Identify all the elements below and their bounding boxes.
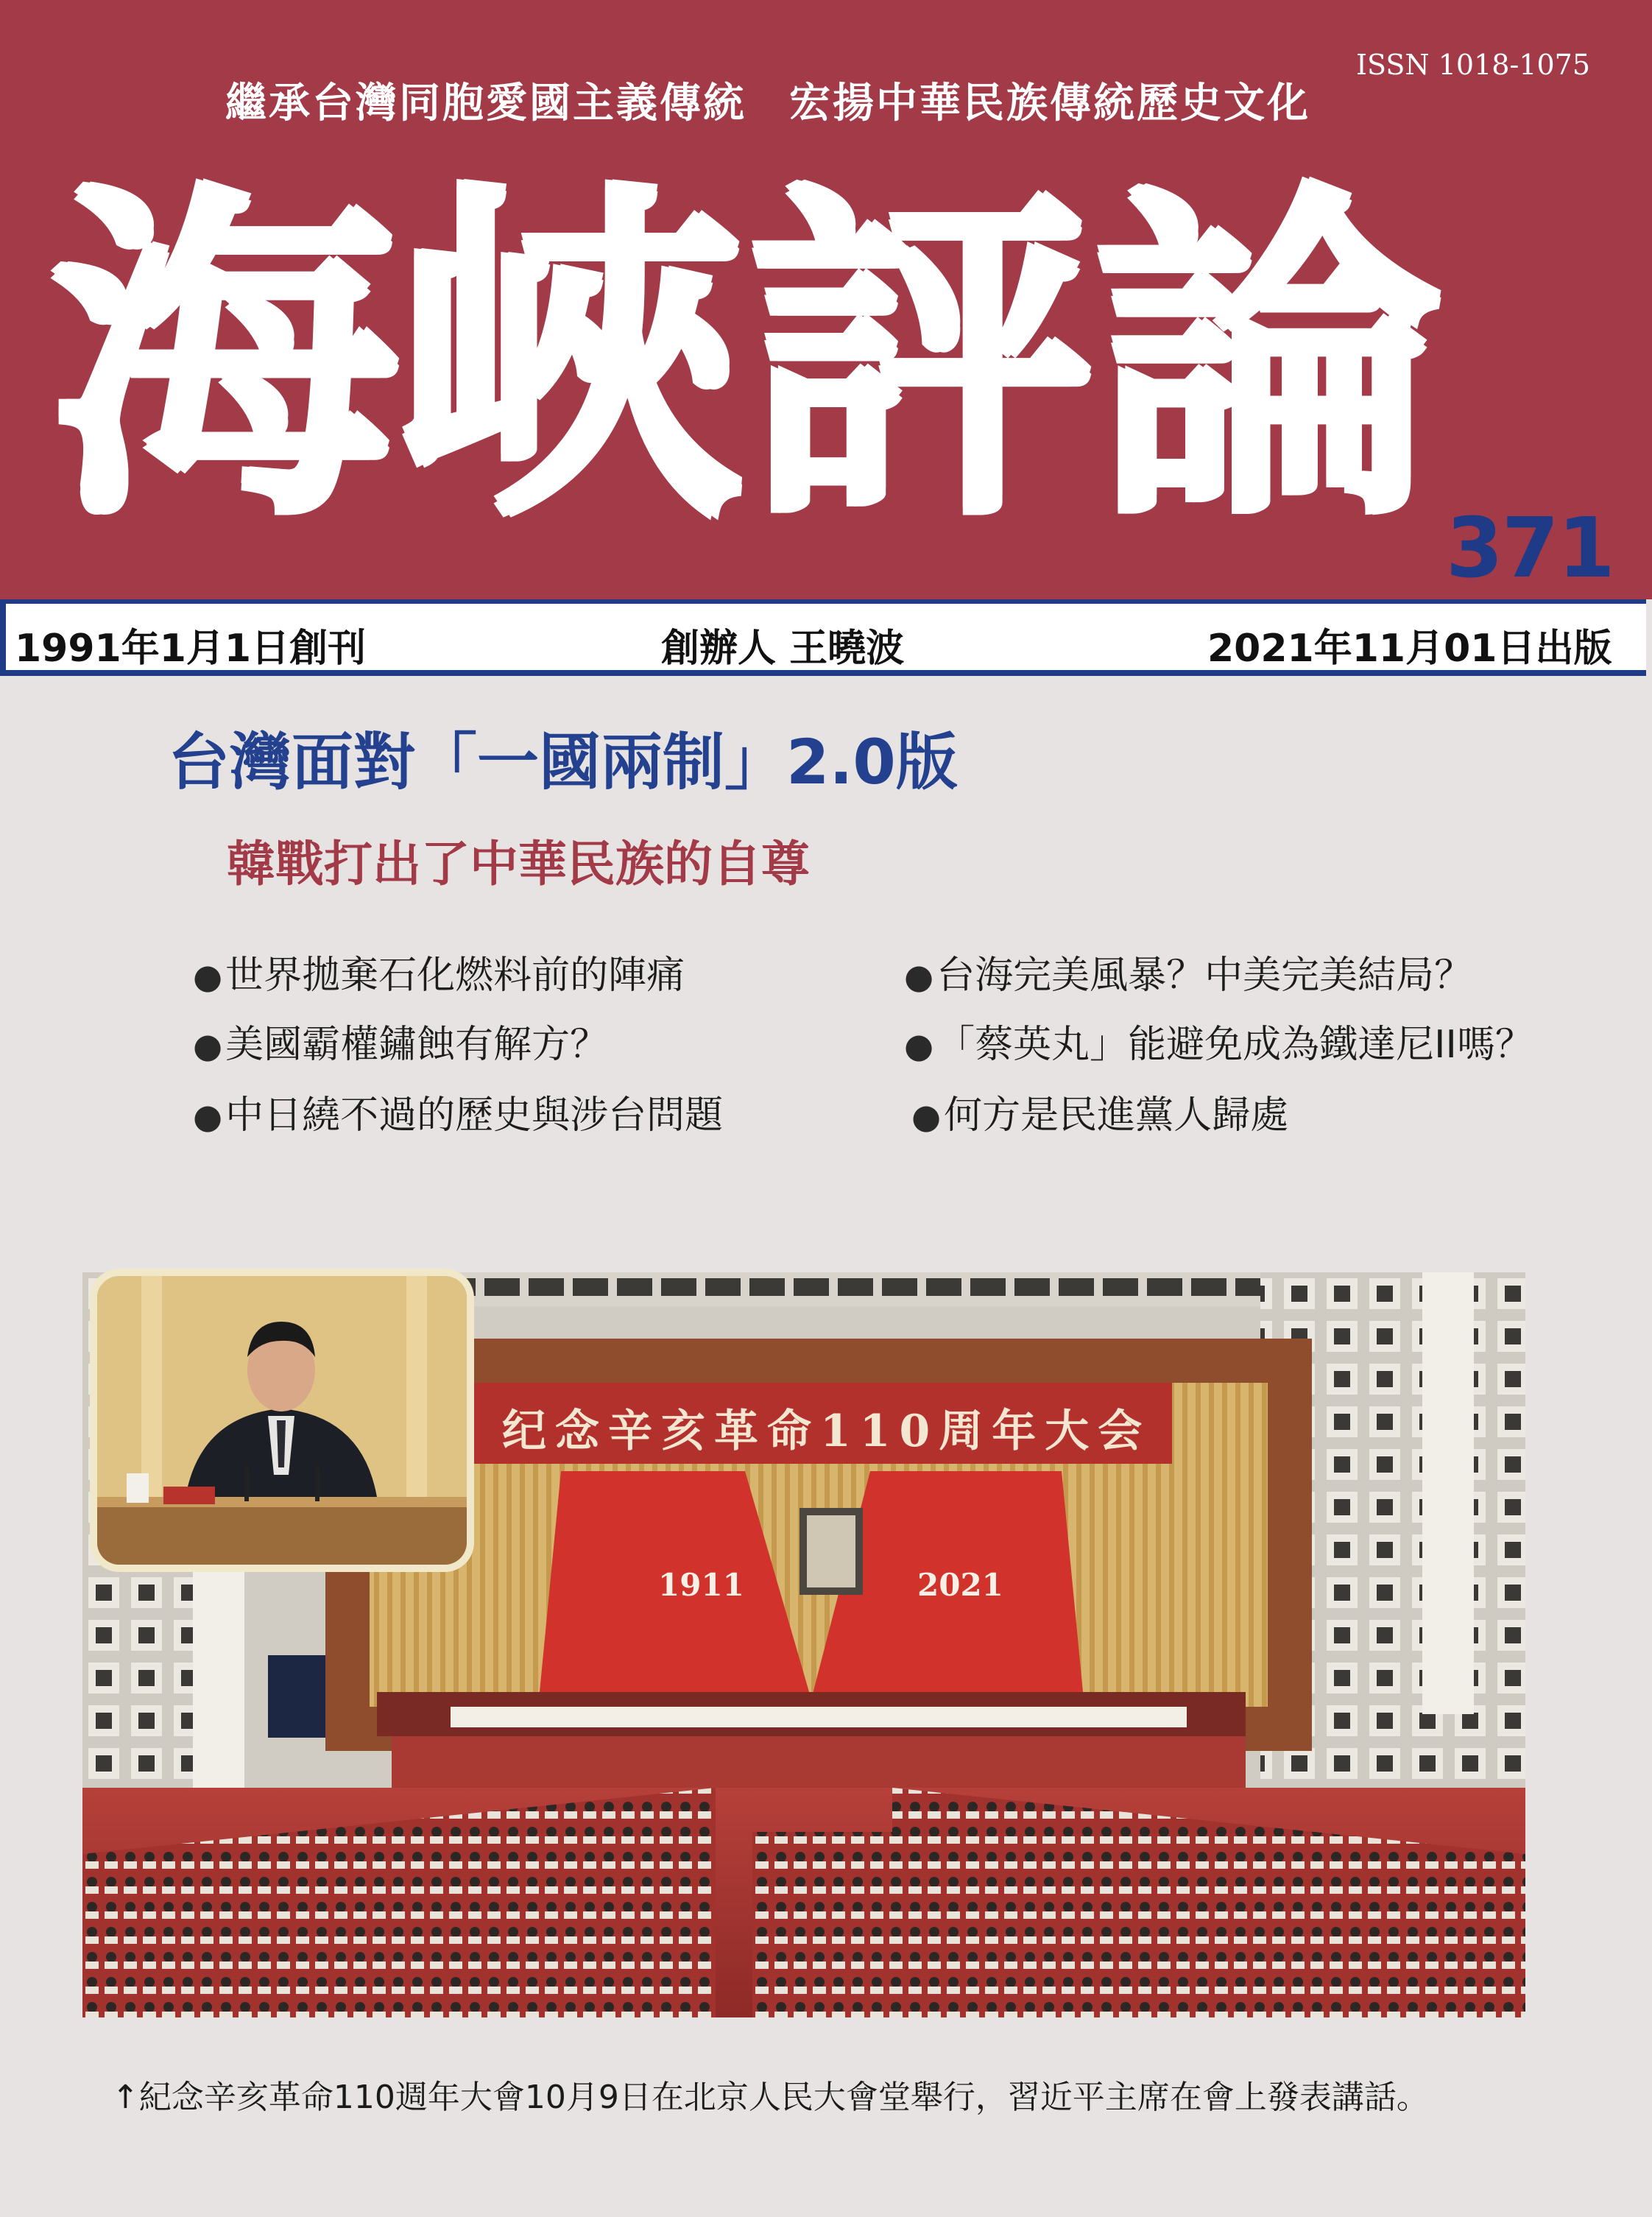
bullet-icon: ● — [193, 956, 223, 996]
main-headline: 台灣面對「一國兩制」2.0版 — [168, 726, 958, 798]
topic-text: 中日繞不過的歷史與涉台問題 — [225, 1093, 724, 1138]
topic-item — [911, 1084, 1288, 1139]
sub-headline: 韓戰打出了中華民族的自尊 — [227, 836, 810, 892]
publish-date: 2021年11月01日出版 — [1207, 627, 1612, 671]
founded-date: 1991年1月1日創刊 — [15, 627, 367, 671]
photo-caption: ↑紀念辛亥革命110週年大會10月9日在北京人民大會堂舉行，習近平主席在會上發表講話。 — [112, 2079, 1429, 2116]
topic-item — [193, 944, 685, 999]
topic-item — [904, 1013, 1533, 1068]
slogan-right: 宏揚中華民族傳統歷史文化 — [789, 80, 1310, 127]
bullet-icon: ● — [904, 956, 934, 996]
bullet-icon: ● — [193, 1096, 223, 1136]
photo-year-right: 2021 — [917, 1567, 1003, 1603]
magazine-title — [50, 158, 1441, 560]
founder: 創辦人 王曉波 — [661, 627, 905, 671]
photo-banner-text: 纪念辛亥革命110周年大会 — [502, 1406, 1151, 1457]
issn: ISSN 1018-1075 — [1356, 49, 1590, 81]
issue-number: 371 — [1446, 501, 1614, 596]
slogan-left: 繼承台灣同胞愛國主義傳統 — [225, 80, 746, 127]
title-char-1: 海 — [50, 158, 396, 560]
bullet-icon: ● — [904, 1026, 934, 1065]
topic-text: 何方是民進黨人歸處 — [944, 1093, 1289, 1138]
title-char-3: 評 — [746, 158, 1093, 560]
topic-item — [193, 1084, 723, 1139]
topic-text: 「蔡英丸」能避免成為鐵達尼II嗎？ — [936, 1023, 1533, 1067]
bullet-icon: ● — [193, 1026, 223, 1065]
topic-text: 世界拋棄石化燃料前的陣痛 — [225, 954, 685, 998]
bullet-icon: ● — [911, 1096, 942, 1136]
photo-year-left: 1911 — [658, 1567, 744, 1603]
title-char-4: 論 — [1095, 158, 1441, 560]
speaker-inset-photo — [97, 1276, 467, 1565]
topic-text: 美國霸權鏽蝕有解方？ — [225, 1023, 609, 1067]
topic-text: 台海完美風暴？中美完美結局？ — [936, 954, 1473, 998]
title-char-2: 峽 — [398, 158, 745, 560]
topic-item — [904, 944, 1472, 999]
topic-item — [193, 1013, 608, 1068]
slogan — [225, 71, 1310, 130]
